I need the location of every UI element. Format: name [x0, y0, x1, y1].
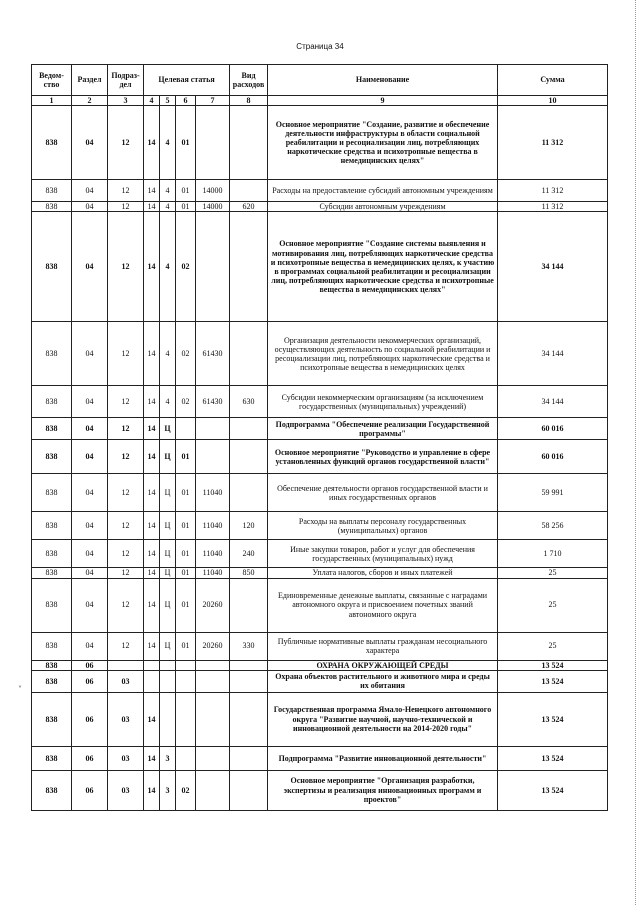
table-row: [32, 180, 608, 202]
activity-cell: 02: [176, 770, 196, 810]
item-name-cell: ОХРАНА ОКРУЖАЮЩЕЙ СРЕДЫ: [268, 660, 498, 670]
direction-cell: 11040: [196, 512, 230, 540]
table-row: [32, 106, 608, 180]
program-cell: [144, 670, 160, 692]
vid-cell: [230, 692, 268, 746]
column-number: 7: [196, 96, 230, 106]
podrazdel-cell: 12: [108, 386, 144, 418]
item-name-cell: Охрана объектов растительного и животного мира и среды их обитания: [268, 670, 498, 692]
vid-cell: [230, 474, 268, 512]
program-cell: 14: [144, 212, 160, 322]
vedomstvo-cell: 838: [32, 440, 72, 474]
subprogram-cell: Ц: [160, 578, 176, 632]
vedomstvo-cell: 838: [32, 418, 72, 440]
table-row: [32, 418, 608, 440]
subprogram-cell: 4: [160, 386, 176, 418]
vedomstvo-cell: 838: [32, 212, 72, 322]
vid-cell: [230, 322, 268, 386]
header-sum: Сумма: [498, 65, 608, 96]
vid-cell: [230, 106, 268, 180]
subprogram-cell: [160, 692, 176, 746]
direction-cell: [196, 746, 230, 770]
vedomstvo-cell: 838: [32, 770, 72, 810]
podrazdel-cell: 03: [108, 670, 144, 692]
activity-cell: 01: [176, 512, 196, 540]
direction-cell: 61430: [196, 386, 230, 418]
table-row: [32, 770, 608, 810]
subprogram-cell: 4: [160, 106, 176, 180]
activity-cell: [176, 418, 196, 440]
amount-cell: 25: [498, 578, 608, 632]
header-target: Целевая статья: [144, 65, 230, 96]
subprogram-cell: 4: [160, 212, 176, 322]
amount-cell: 60 016: [498, 418, 608, 440]
header-vid: Вид расходов: [230, 65, 268, 96]
table-row: [32, 386, 608, 418]
vid-cell: [230, 746, 268, 770]
program-cell: 14: [144, 106, 160, 180]
table-row: [32, 632, 608, 660]
vedomstvo-cell: 838: [32, 106, 72, 180]
program-cell: 14: [144, 540, 160, 568]
amount-cell: 25: [498, 568, 608, 578]
direction-cell: [196, 670, 230, 692]
amount-cell: 1 710: [498, 540, 608, 568]
subprogram-cell: [160, 660, 176, 670]
subprogram-cell: Ц: [160, 632, 176, 660]
item-name-cell: Подпрограмма "Развитие инновационной деятельности": [268, 746, 498, 770]
amount-cell: 11 312: [498, 106, 608, 180]
activity-cell: [176, 670, 196, 692]
activity-cell: 01: [176, 474, 196, 512]
program-cell: 14: [144, 474, 160, 512]
vid-cell: [230, 212, 268, 322]
activity-cell: 01: [176, 106, 196, 180]
table-row: [32, 746, 608, 770]
razdel-cell: 04: [72, 512, 108, 540]
podrazdel-cell: 12: [108, 512, 144, 540]
column-number: 4: [144, 96, 160, 106]
razdel-cell: 04: [72, 440, 108, 474]
subprogram-cell: Ц: [160, 512, 176, 540]
item-name-cell: Расходы на предоставление субсидий автономным учреждениям: [268, 180, 498, 202]
vid-cell: 620: [230, 202, 268, 212]
column-number: 8: [230, 96, 268, 106]
table-row: [32, 660, 608, 670]
amount-cell: 34 144: [498, 386, 608, 418]
razdel-cell: 04: [72, 568, 108, 578]
table-row: [32, 568, 608, 578]
podrazdel-cell: 12: [108, 578, 144, 632]
activity-cell: 01: [176, 440, 196, 474]
razdel-cell: 04: [72, 180, 108, 202]
amount-cell: 13 524: [498, 746, 608, 770]
item-name-cell: Расходы на выплаты персоналу государственных (муниципальных) органов: [268, 512, 498, 540]
podrazdel-cell: 03: [108, 770, 144, 810]
amount-cell: 34 144: [498, 322, 608, 386]
scan-edge: [635, 0, 636, 905]
podrazdel-cell: 12: [108, 632, 144, 660]
amount-cell: 11 312: [498, 202, 608, 212]
program-cell: 14: [144, 180, 160, 202]
item-name-cell: Государственная программа Ямало-Ненецкого автономного округа "Развитие научной, научно-технической и инновационной деятельности на 2014-2020 годы": [268, 692, 498, 746]
item-name-cell: Основное мероприятие "Создание системы выявления и мотивирования лиц, потребляющих наркотические средства и психотропные вещества в немедицинских целях, к участию в программах социальной реабилитации и ресоциализации лиц, потребляющих наркотические средства и психотропные вещества в немедицинских целях": [268, 212, 498, 322]
subprogram-cell: Ц: [160, 418, 176, 440]
vid-cell: [230, 180, 268, 202]
column-number: 5: [160, 96, 176, 106]
subprogram-cell: Ц: [160, 440, 176, 474]
table-row: [32, 512, 608, 540]
amount-cell: 13 524: [498, 692, 608, 746]
podrazdel-cell: 12: [108, 322, 144, 386]
activity-cell: 02: [176, 212, 196, 322]
podrazdel-cell: 12: [108, 474, 144, 512]
program-cell: 14: [144, 386, 160, 418]
razdel-cell: 06: [72, 660, 108, 670]
podrazdel-cell: 12: [108, 202, 144, 212]
table-row: [32, 202, 608, 212]
subprogram-cell: [160, 670, 176, 692]
table-row: [32, 540, 608, 568]
column-number: 2: [72, 96, 108, 106]
direction-cell: [196, 212, 230, 322]
amount-cell: 13 524: [498, 660, 608, 670]
podrazdel-cell: 03: [108, 746, 144, 770]
activity-cell: [176, 692, 196, 746]
amount-cell: 11 312: [498, 180, 608, 202]
direction-cell: [196, 106, 230, 180]
vid-cell: 120: [230, 512, 268, 540]
header-podrazdel: Подраз-дел: [108, 65, 144, 96]
amount-cell: 60 016: [498, 440, 608, 474]
vid-cell: [230, 660, 268, 670]
vedomstvo-cell: 838: [32, 746, 72, 770]
razdel-cell: 04: [72, 578, 108, 632]
podrazdel-cell: 12: [108, 568, 144, 578]
podrazdel-cell: 12: [108, 106, 144, 180]
vedomstvo-cell: 838: [32, 202, 72, 212]
column-number: 1: [32, 96, 72, 106]
razdel-cell: 06: [72, 692, 108, 746]
activity-cell: 01: [176, 540, 196, 568]
program-cell: 14: [144, 322, 160, 386]
vedomstvo-cell: 838: [32, 578, 72, 632]
item-name-cell: Основное мероприятие "Руководство и управление в сфере установленных функций органов государственной власти": [268, 440, 498, 474]
table-row: [32, 692, 608, 746]
table-row: [32, 212, 608, 322]
amount-cell: 13 524: [498, 670, 608, 692]
vedomstvo-cell: 838: [32, 670, 72, 692]
page-number: Страница 34: [296, 42, 344, 51]
subprogram-cell: Ц: [160, 540, 176, 568]
vedomstvo-cell: 838: [32, 180, 72, 202]
program-cell: 14: [144, 418, 160, 440]
item-name-cell: Организация деятельности некоммерческих организаций, осуществляющих деятельность по социальной реабилитации и ресоциализации лиц, потребляющих наркотические средства и психотропные вещества в немедицинских целях: [268, 322, 498, 386]
amount-cell: 25: [498, 632, 608, 660]
program-cell: 14: [144, 202, 160, 212]
podrazdel-cell: 03: [108, 692, 144, 746]
subprogram-cell: 3: [160, 770, 176, 810]
amount-cell: 59 991: [498, 474, 608, 512]
amount-cell: 58 256: [498, 512, 608, 540]
program-cell: 14: [144, 770, 160, 810]
direction-cell: 20260: [196, 578, 230, 632]
razdel-cell: 04: [72, 106, 108, 180]
vedomstvo-cell: 838: [32, 660, 72, 670]
podrazdel-cell: [108, 660, 144, 670]
direction-cell: [196, 418, 230, 440]
item-name-cell: Публичные нормативные выплаты гражданам несоциального характера: [268, 632, 498, 660]
direction-cell: 11040: [196, 474, 230, 512]
razdel-cell: 04: [72, 212, 108, 322]
table-row: [32, 322, 608, 386]
item-name-cell: Подпрограмма "Обеспечение реализации Государственной программы": [268, 418, 498, 440]
budget-table: [31, 64, 608, 811]
activity-cell: 01: [176, 568, 196, 578]
item-name-cell: Иные закупки товаров, работ и услуг для обеспечения государственных (муниципальных) нужд: [268, 540, 498, 568]
razdel-cell: 06: [72, 670, 108, 692]
direction-cell: [196, 440, 230, 474]
program-cell: [144, 660, 160, 670]
direction-cell: 61430: [196, 322, 230, 386]
activity-cell: 02: [176, 322, 196, 386]
razdel-cell: 04: [72, 632, 108, 660]
column-number: 10: [498, 96, 608, 106]
vedomstvo-cell: 838: [32, 692, 72, 746]
amount-cell: 34 144: [498, 212, 608, 322]
razdel-cell: 04: [72, 540, 108, 568]
vedomstvo-cell: 838: [32, 540, 72, 568]
item-name-cell: Субсидии некоммерческим организациям (за исключением государственных (муниципальных) учреждений): [268, 386, 498, 418]
column-number: 6: [176, 96, 196, 106]
vedomstvo-cell: 838: [32, 632, 72, 660]
item-name-cell: Обеспечение деятельности органов государственной власти и иных государственных органов: [268, 474, 498, 512]
razdel-cell: 04: [72, 386, 108, 418]
activity-cell: 01: [176, 180, 196, 202]
header-vedomstvo: Ведом-ство: [32, 65, 72, 96]
header-razdel: Раздел: [72, 65, 108, 96]
program-cell: 14: [144, 632, 160, 660]
activity-cell: 01: [176, 578, 196, 632]
razdel-cell: 06: [72, 746, 108, 770]
podrazdel-cell: 12: [108, 440, 144, 474]
item-name-cell: Уплата налогов, сборов и иных платежей: [268, 568, 498, 578]
subprogram-cell: 4: [160, 202, 176, 212]
vedomstvo-cell: 838: [32, 568, 72, 578]
program-cell: 14: [144, 568, 160, 578]
vid-cell: [230, 670, 268, 692]
direction-cell: 11040: [196, 568, 230, 578]
subprogram-cell: 4: [160, 322, 176, 386]
direction-cell: [196, 770, 230, 810]
razdel-cell: 06: [72, 770, 108, 810]
vedomstvo-cell: 838: [32, 512, 72, 540]
program-cell: 14: [144, 746, 160, 770]
podrazdel-cell: 12: [108, 418, 144, 440]
vedomstvo-cell: 838: [32, 386, 72, 418]
razdel-cell: 04: [72, 418, 108, 440]
razdel-cell: 04: [72, 322, 108, 386]
program-cell: 14: [144, 692, 160, 746]
vid-cell: [230, 440, 268, 474]
subprogram-cell: 3: [160, 746, 176, 770]
program-cell: 14: [144, 512, 160, 540]
vedomstvo-cell: 838: [32, 322, 72, 386]
razdel-cell: 04: [72, 474, 108, 512]
razdel-cell: 04: [72, 202, 108, 212]
item-name-cell: Основное мероприятие "Организация разработки, экспертизы и реализация инновационных программ и проектов": [268, 770, 498, 810]
program-cell: 14: [144, 578, 160, 632]
vid-cell: 630: [230, 386, 268, 418]
activity-cell: 02: [176, 386, 196, 418]
scan-mark: ˅: [18, 685, 22, 694]
subprogram-cell: 4: [160, 180, 176, 202]
direction-cell: 20260: [196, 632, 230, 660]
subprogram-cell: Ц: [160, 474, 176, 512]
item-name-cell: Субсидии автономным учреждениям: [268, 202, 498, 212]
vid-cell: 240: [230, 540, 268, 568]
podrazdel-cell: 12: [108, 180, 144, 202]
vid-cell: [230, 418, 268, 440]
activity-cell: 01: [176, 632, 196, 660]
direction-cell: 11040: [196, 540, 230, 568]
header-name: Наименование: [268, 65, 498, 96]
vid-cell: [230, 578, 268, 632]
table-row: [32, 440, 608, 474]
table-row: [32, 578, 608, 632]
vid-cell: 330: [230, 632, 268, 660]
direction-cell: [196, 692, 230, 746]
activity-cell: [176, 660, 196, 670]
direction-cell: [196, 660, 230, 670]
podrazdel-cell: 12: [108, 540, 144, 568]
podrazdel-cell: 12: [108, 212, 144, 322]
vedomstvo-cell: 838: [32, 474, 72, 512]
program-cell: 14: [144, 440, 160, 474]
amount-cell: 13 524: [498, 770, 608, 810]
column-number: 3: [108, 96, 144, 106]
subprogram-cell: Ц: [160, 568, 176, 578]
item-name-cell: Основное мероприятие "Создание, развитие и обеспечение деятельности инфраструктуры в области социальной реабилитации и ресоциализации лиц, потребляющих наркотические средства и психотропные вещества в немедицинских целях": [268, 106, 498, 180]
vid-cell: [230, 770, 268, 810]
item-name-cell: Единовременные денежные выплаты, связанные с наградами автономного округа и присвоением почетных званий автономного округа: [268, 578, 498, 632]
direction-cell: 14000: [196, 180, 230, 202]
table-row: [32, 670, 608, 692]
column-number: 9: [268, 96, 498, 106]
activity-cell: [176, 746, 196, 770]
activity-cell: 01: [176, 202, 196, 212]
table-row: [32, 474, 608, 512]
vid-cell: 850: [230, 568, 268, 578]
direction-cell: 14000: [196, 202, 230, 212]
